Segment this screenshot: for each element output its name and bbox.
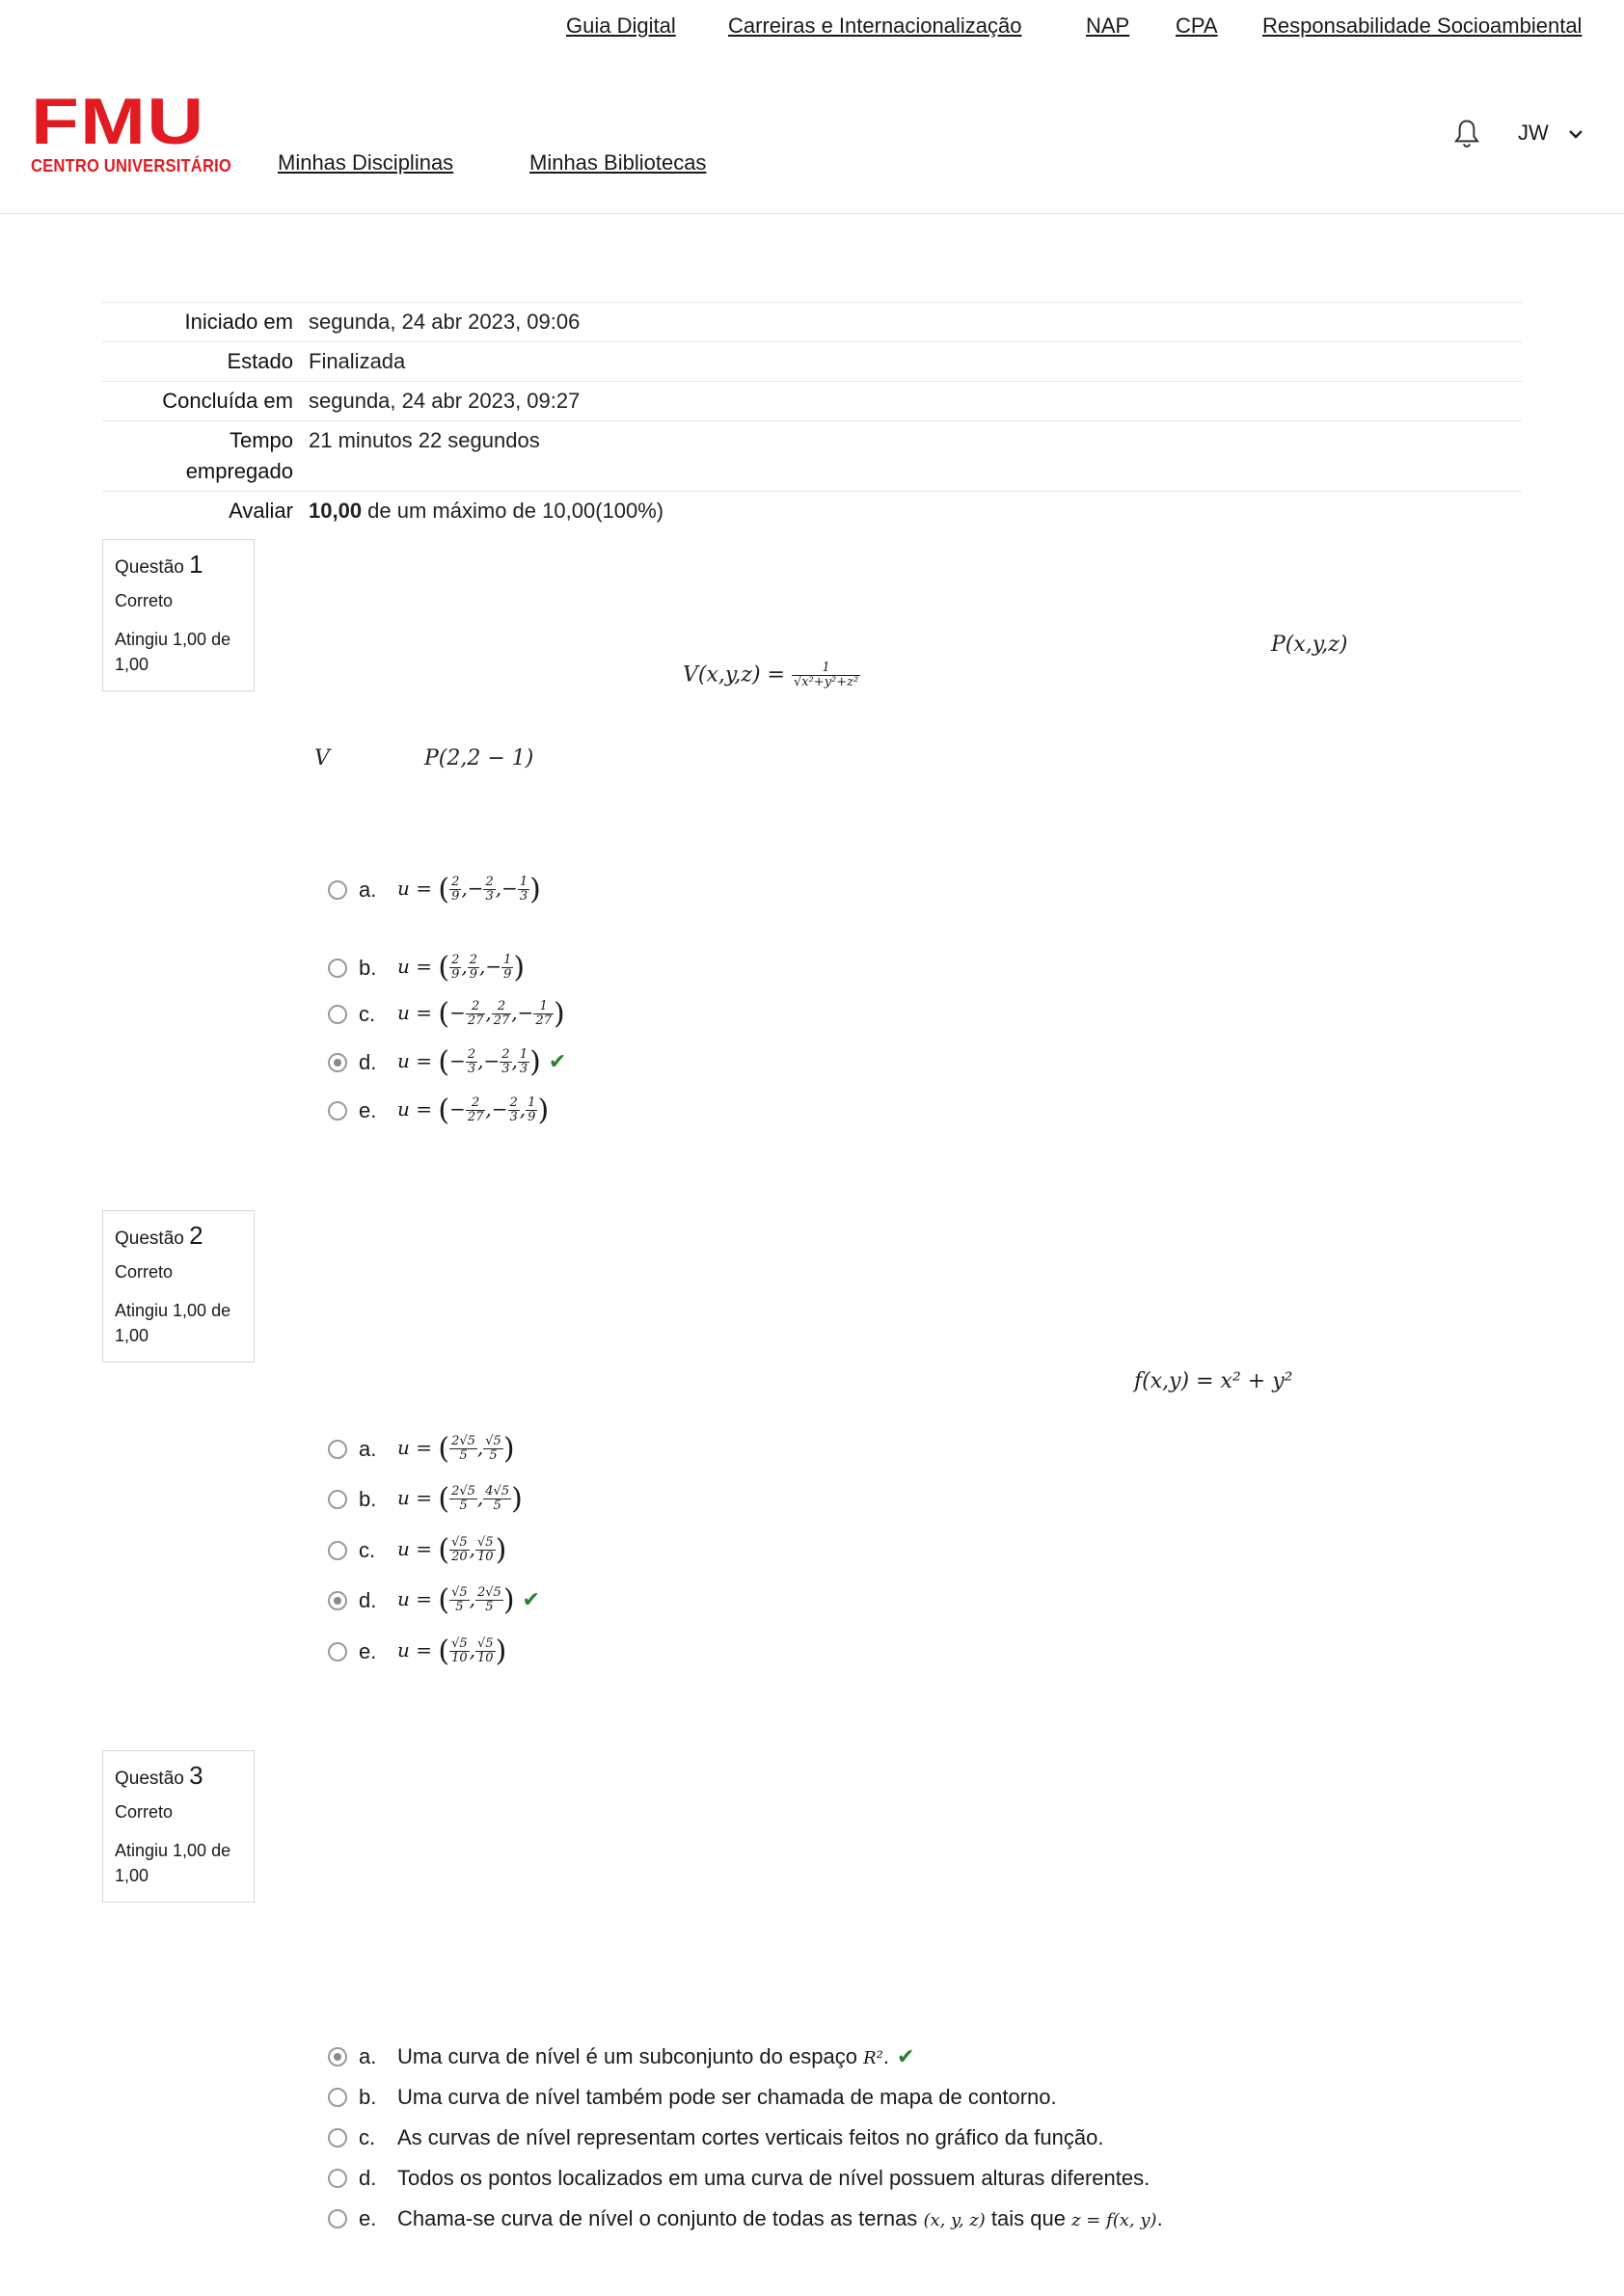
option-text-part: . [1156, 2206, 1163, 2230]
paren-open: ( [438, 1634, 450, 1668]
fraction-numerator: 4√5 [485, 1484, 510, 1499]
sign: − [517, 1001, 534, 1024]
q2-option-d[interactable] [328, 1583, 540, 1617]
fraction-denominator: 3 [519, 1062, 528, 1076]
sign: − [483, 1049, 501, 1072]
radio-button[interactable] [328, 2047, 347, 2066]
paren-close: ) [513, 951, 526, 985]
q1-function-fraction: $\frac{1}{\text{√x²+y²+z²}}$ [793, 661, 859, 689]
question-number: Questão 2 [115, 1221, 203, 1250]
summary-label: Concluída em [162, 389, 293, 413]
question-number-value: 1 [189, 550, 203, 579]
vector-label: u = [397, 1049, 439, 1072]
fraction [475, 1637, 496, 1665]
fraction-denominator: 10 [477, 1550, 494, 1564]
fraction-denominator: 10 [477, 1651, 494, 1665]
question-status: Correto [115, 591, 174, 610]
fraction [492, 1000, 512, 1028]
fraction-numerator: √5 [451, 1636, 468, 1651]
comma: , [519, 1097, 527, 1121]
q1-point: P(2,2 − 1) [424, 746, 534, 770]
user-initials[interactable]: JW [1518, 121, 1549, 145]
link-carreiras[interactable]: Carreiras e Internacionalização [728, 14, 1022, 38]
comma: , [461, 955, 468, 978]
summary-label: Estado [227, 349, 293, 373]
top-navigation [0, 14, 1624, 46]
fraction [483, 1435, 503, 1463]
radio-button[interactable] [328, 1642, 347, 1661]
fraction [526, 1096, 537, 1124]
option-text-part: Uma curva de nível também pode ser chamada de mapa de contorno. [397, 2085, 1057, 2109]
option-letter: d. [359, 2166, 377, 2190]
vector-label: u = [397, 1537, 439, 1560]
option-letter: e. [359, 1097, 377, 1122]
summary-value [309, 496, 1522, 527]
option-math: z = f(x, y) [1071, 2210, 1157, 2230]
fraction-denominator: 27 [467, 1013, 484, 1028]
fraction [518, 1048, 529, 1076]
question-grade: Atingiu 1,00 de 1,00 [115, 1301, 231, 1345]
sign: − [491, 1097, 508, 1121]
comma: , [511, 1001, 518, 1024]
fraction-denominator: 9 [503, 967, 512, 982]
radio-button[interactable] [328, 959, 347, 978]
logo-text: FMU [31, 85, 205, 158]
radio-button[interactable] [328, 1101, 347, 1121]
q1-option-d[interactable] [328, 1045, 566, 1079]
correct-check-icon: ✔ [896, 2044, 915, 2069]
fraction-numerator: √5 [477, 1636, 494, 1651]
q1-variable: V [314, 746, 330, 770]
paren-open: ( [438, 1432, 450, 1466]
fraction-numerator: 2 [492, 1000, 512, 1014]
vector-label: u = [397, 1638, 439, 1661]
fraction [466, 1000, 486, 1028]
fraction-numerator: 1 [519, 875, 528, 889]
link-guia-digital[interactable]: Guia Digital [566, 14, 676, 38]
q2-function-expression: f(x,y) = x² + y² [1134, 1369, 1293, 1393]
link-nap[interactable]: NAP [1086, 14, 1130, 38]
comma: , [461, 877, 468, 900]
fraction-denominator: 5 [485, 1600, 494, 1614]
q3-option-e[interactable] [328, 2206, 1163, 2231]
radio-button[interactable] [328, 1541, 347, 1560]
fraction-denominator: 27 [467, 1110, 484, 1124]
site-header [0, 46, 1624, 214]
fraction-denominator: 20 [451, 1550, 468, 1564]
option-text [397, 2044, 889, 2069]
option-letter: d. [359, 1587, 377, 1612]
fraction-numerator: 2 [501, 1047, 510, 1062]
option-letter: d. [359, 1049, 377, 1074]
paren-close: ) [529, 873, 541, 906]
fraction-numerator: 2 [466, 1096, 486, 1111]
fraction-denominator: 5 [455, 1600, 464, 1614]
radio-button[interactable] [328, 2169, 347, 2188]
paren-open: ( [438, 1533, 450, 1567]
q1-option-c[interactable] [328, 997, 565, 1031]
option-expression [397, 1583, 515, 1617]
fraction [466, 1096, 486, 1124]
paren-open: ( [438, 873, 450, 906]
paren-open: ( [438, 1045, 450, 1079]
comma: , [479, 955, 486, 978]
vector-label: u = [397, 877, 439, 900]
fraction-numerator: 1 [533, 1000, 554, 1014]
fraction-numerator: 2 [469, 953, 477, 967]
radio-button[interactable] [328, 2128, 347, 2147]
comma: , [511, 1049, 518, 1072]
paren-open: ( [438, 1094, 450, 1127]
question-number: Questão 1 [115, 550, 203, 579]
fraction-numerator: 1 [503, 953, 512, 967]
vector-label: u = [397, 1587, 439, 1610]
option-text-part: . [882, 2044, 889, 2068]
fraction [466, 1048, 477, 1076]
fraction-numerator: 2√5 [451, 1484, 475, 1499]
option-expression [397, 1482, 523, 1516]
paren-close: ) [537, 1094, 550, 1127]
paren-close: ) [495, 1634, 507, 1668]
fraction [468, 954, 479, 982]
option-math: R² [863, 2048, 883, 2068]
option-text-part: Uma curva de nível é um subconjunto do espaço [397, 2044, 864, 2068]
attempt-summary-table [102, 302, 1522, 530]
option-text-part: As curvas de nível representam cortes verticais feitos no gráfico da função. [397, 2125, 1104, 2149]
comma: , [469, 1587, 475, 1610]
option-letter: a. [359, 2044, 377, 2068]
fraction [475, 1536, 496, 1564]
question-status: Correto [115, 1262, 174, 1282]
paren-close: ) [529, 1045, 541, 1079]
grade-max: de um máximo de 10,00(100%) [362, 499, 664, 523]
q3-option-a[interactable] [328, 2044, 914, 2069]
option-math: (x, y, z) [923, 2210, 986, 2230]
fraction-denominator: 3 [509, 1110, 518, 1124]
summary-value: segunda, 24 abr 2023, 09:27 [309, 389, 581, 413]
option-text-part: tais que [985, 2206, 1072, 2230]
fraction [449, 1435, 477, 1463]
option-letter: e. [359, 1638, 377, 1663]
comma: , [477, 1049, 484, 1072]
option-expression [397, 873, 541, 906]
fraction-denominator: 5 [493, 1499, 501, 1513]
option-expression [397, 1094, 549, 1127]
fraction-numerator: 2 [466, 1000, 486, 1014]
fraction [508, 1096, 520, 1124]
fraction [449, 1586, 470, 1614]
sign: − [501, 877, 518, 900]
sign: − [485, 955, 502, 978]
fraction-denominator: 3 [519, 889, 528, 904]
fraction-numerator: √5 [451, 1585, 468, 1600]
q1-option-b[interactable] [328, 951, 525, 985]
fraction-numerator: 2√5 [477, 1585, 501, 1600]
option-letter: e. [359, 2206, 377, 2230]
option-letter: c. [359, 2125, 376, 2149]
paren-close: ) [553, 997, 565, 1031]
correct-check-icon: ✔ [548, 1050, 567, 1074]
fraction-denominator: 9 [528, 1110, 536, 1124]
summary-row [102, 491, 1522, 530]
fraction [533, 1000, 554, 1028]
fraction [518, 876, 529, 904]
radio-button[interactable] [328, 1490, 347, 1509]
fraction [483, 876, 495, 904]
paren-close: ) [502, 1583, 515, 1617]
summary-value: Finalizada [309, 349, 406, 373]
radio-button[interactable] [328, 880, 347, 900]
fraction-denominator: 3 [485, 889, 494, 904]
fraction [449, 1485, 477, 1513]
bell-icon[interactable] [1452, 119, 1481, 149]
sign: − [449, 1001, 466, 1024]
q2-option-e[interactable] [328, 1634, 506, 1668]
question-number-value: 2 [189, 1221, 203, 1250]
option-text [397, 2166, 1150, 2191]
comma: , [469, 1638, 475, 1661]
option-expression [397, 1533, 506, 1567]
comma: , [485, 1097, 492, 1121]
question-status: Correto [115, 1802, 174, 1822]
vector-label: u = [397, 1486, 439, 1509]
comma: , [476, 1486, 484, 1509]
option-expression [397, 997, 565, 1031]
paren-close: ) [502, 1432, 515, 1466]
fraction-numerator: 2 [509, 1095, 518, 1110]
option-expression [397, 1045, 541, 1079]
fraction [449, 1536, 470, 1564]
radio-button[interactable] [328, 1591, 347, 1610]
fraction [449, 1637, 470, 1665]
fraction-numerator: 2 [467, 1047, 476, 1062]
comma: , [476, 1436, 484, 1459]
fraction-numerator: 2 [485, 875, 494, 889]
radio-button[interactable] [328, 2088, 347, 2107]
radio-button[interactable] [328, 1053, 347, 1072]
q2-option-a[interactable] [328, 1432, 515, 1466]
question-number: Questão 3 [115, 1761, 203, 1790]
option-expression [397, 951, 525, 985]
fraction-numerator: 1 [528, 1095, 536, 1110]
vector-label: u = [397, 1001, 439, 1024]
question-info-2 [102, 1210, 255, 1363]
q1-option-e[interactable] [328, 1094, 549, 1127]
comma: , [495, 877, 502, 900]
fraction-denominator: 3 [501, 1062, 510, 1076]
fraction-denominator: 5 [489, 1448, 498, 1463]
vector-label: u = [397, 1436, 439, 1459]
option-letter: c. [359, 1537, 376, 1562]
summary-row [102, 420, 1522, 491]
paren-close: ) [511, 1482, 523, 1516]
question-info-3 [102, 1750, 255, 1903]
fmu-logo[interactable] [31, 85, 231, 176]
option-expression [397, 1634, 506, 1668]
logo-subtitle: CENTRO UNIVERSITÁRIO [31, 156, 231, 176]
q3-option-d[interactable] [328, 2166, 1150, 2191]
summary-row [102, 381, 1522, 420]
paren-open: ( [438, 951, 450, 985]
summary-row [102, 302, 1522, 341]
q2-option-c[interactable] [328, 1533, 506, 1567]
fraction-numerator: √5 [451, 1535, 468, 1550]
q3-option-c[interactable] [328, 2125, 1103, 2150]
option-letter: c. [359, 1001, 376, 1026]
paren-open: ( [438, 1482, 450, 1516]
chevron-down-icon[interactable] [1568, 127, 1583, 141]
radio-button[interactable] [328, 1440, 347, 1459]
vector-label: u = [397, 1097, 439, 1121]
correct-check-icon: ✔ [522, 1588, 540, 1612]
question-info-1 [102, 539, 255, 691]
question-number-value: 3 [189, 1761, 203, 1790]
paren-open: ( [438, 1583, 450, 1617]
fraction-numerator: 2 [451, 953, 460, 967]
fraction-numerator: 2 [451, 875, 460, 889]
option-text [397, 2206, 1163, 2231]
summary-label: Iniciado em [184, 310, 293, 334]
fraction [483, 1485, 511, 1513]
fraction [449, 954, 461, 982]
option-letter: b. [359, 2085, 377, 2109]
fraction-denominator: 5 [459, 1448, 468, 1463]
q2-option-b[interactable] [328, 1482, 523, 1516]
summary-label: Avaliar [229, 499, 293, 523]
summary-label: Tempo empregado [185, 428, 293, 483]
sign: − [449, 1049, 466, 1072]
link-cpa[interactable]: CPA [1176, 14, 1218, 38]
option-text [397, 2085, 1057, 2110]
summary-value: segunda, 24 abr 2023, 09:06 [309, 310, 581, 334]
comma: , [485, 1001, 492, 1024]
link-responsabilidade[interactable]: Responsabilidade Socioambiental [1262, 14, 1583, 38]
option-letter: a. [359, 1436, 377, 1461]
summary-row [102, 341, 1522, 381]
fraction-numerator: 2√5 [451, 1434, 475, 1448]
q1-function-expression: V(x,y,z) = $\frac{1}{\text{√x²+y²+z²}}$ [683, 661, 859, 689]
comma: , [469, 1537, 475, 1560]
fraction-denominator: 9 [451, 967, 460, 982]
fraction-denominator: 9 [451, 889, 460, 904]
fraction-numerator: 1 [519, 1047, 528, 1062]
question-grade: Atingiu 1,00 de 1,00 [115, 630, 231, 674]
option-letter: a. [359, 877, 377, 902]
fraction-denominator: 27 [493, 1013, 510, 1028]
nav-minhas-bibliotecas[interactable]: Minhas Bibliotecas [529, 150, 707, 175]
option-text-part: Chama-se curva de nível o conjunto de todas as ternas [397, 2206, 924, 2230]
fraction [475, 1586, 503, 1614]
option-letter: b. [359, 955, 377, 980]
grade-value: 10,00 [309, 499, 363, 523]
sign: − [449, 1097, 466, 1121]
fraction [501, 954, 513, 982]
fraction-denominator: 27 [535, 1013, 552, 1028]
radio-button[interactable] [328, 2209, 347, 2228]
sign: − [467, 877, 484, 900]
radio-button[interactable] [328, 1005, 347, 1024]
fraction [449, 876, 461, 904]
fraction [500, 1048, 511, 1076]
fraction-numerator: √5 [477, 1535, 494, 1550]
q1-point-general: P(x,y,z) [1271, 633, 1348, 657]
fraction-denominator: 5 [459, 1499, 468, 1513]
fraction-denominator: 10 [451, 1651, 468, 1665]
option-expression [397, 1432, 515, 1466]
fraction-numerator: √5 [485, 1434, 501, 1448]
vector-label: u = [397, 955, 439, 978]
paren-open: ( [438, 997, 450, 1031]
fraction-denominator: 9 [469, 967, 477, 982]
option-letter: b. [359, 1486, 377, 1511]
option-text [397, 2125, 1103, 2150]
q3-option-b[interactable] [328, 2085, 1057, 2110]
q1-option-a[interactable] [328, 873, 541, 906]
question-grade: Atingiu 1,00 de 1,00 [115, 1841, 231, 1885]
summary-value: 21 minutos 22 segundos [309, 428, 540, 452]
paren-close: ) [495, 1533, 507, 1567]
nav-minhas-disciplinas[interactable]: Minhas Disciplinas [278, 150, 454, 175]
fraction-denominator: 3 [467, 1062, 476, 1076]
option-text-part: Todos os pontos localizados em uma curva de nível possuem alturas diferentes. [397, 2166, 1150, 2190]
